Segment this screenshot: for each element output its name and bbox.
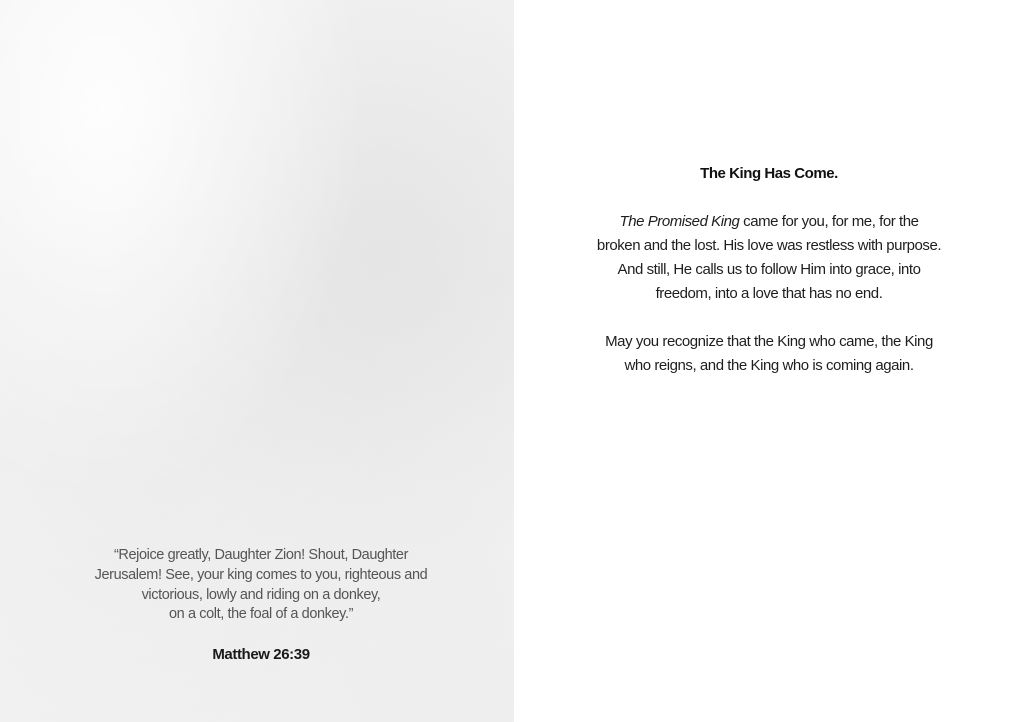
scripture-citation: Matthew 26:39 [212,646,310,664]
message-title: The King Has Come. [700,165,838,182]
paragraph-gap [552,306,986,330]
message-line: And still, He calls us to follow Him into grace, into [617,261,921,278]
scripture-quote [60,546,462,665]
message-line: May you recognize that the King who came, the King [605,333,933,350]
quote-line: on a colt, the foal of a donkey.” [168,606,354,623]
message-line: who reigns, and the King who is coming again. [624,357,914,374]
italic-phrase: The Promised King [619,213,740,230]
quote-line: Jerusalem! See, your king comes to you, righteous and [94,566,428,583]
message-line: freedom, into a love that has no end. [655,285,883,302]
card-message [552,162,986,378]
quote-line: “Rejoice greatly, Daughter Zion! Shout, Daughter [113,547,409,563]
quote-line: victorious, lowly and riding on a donkey, [141,586,381,603]
right-page [514,0,1024,722]
message-line [552,210,986,234]
message-line: broken and the lost. His love was restless with purpose. [596,237,942,254]
message-text: came for you, for me, for the [739,213,919,230]
